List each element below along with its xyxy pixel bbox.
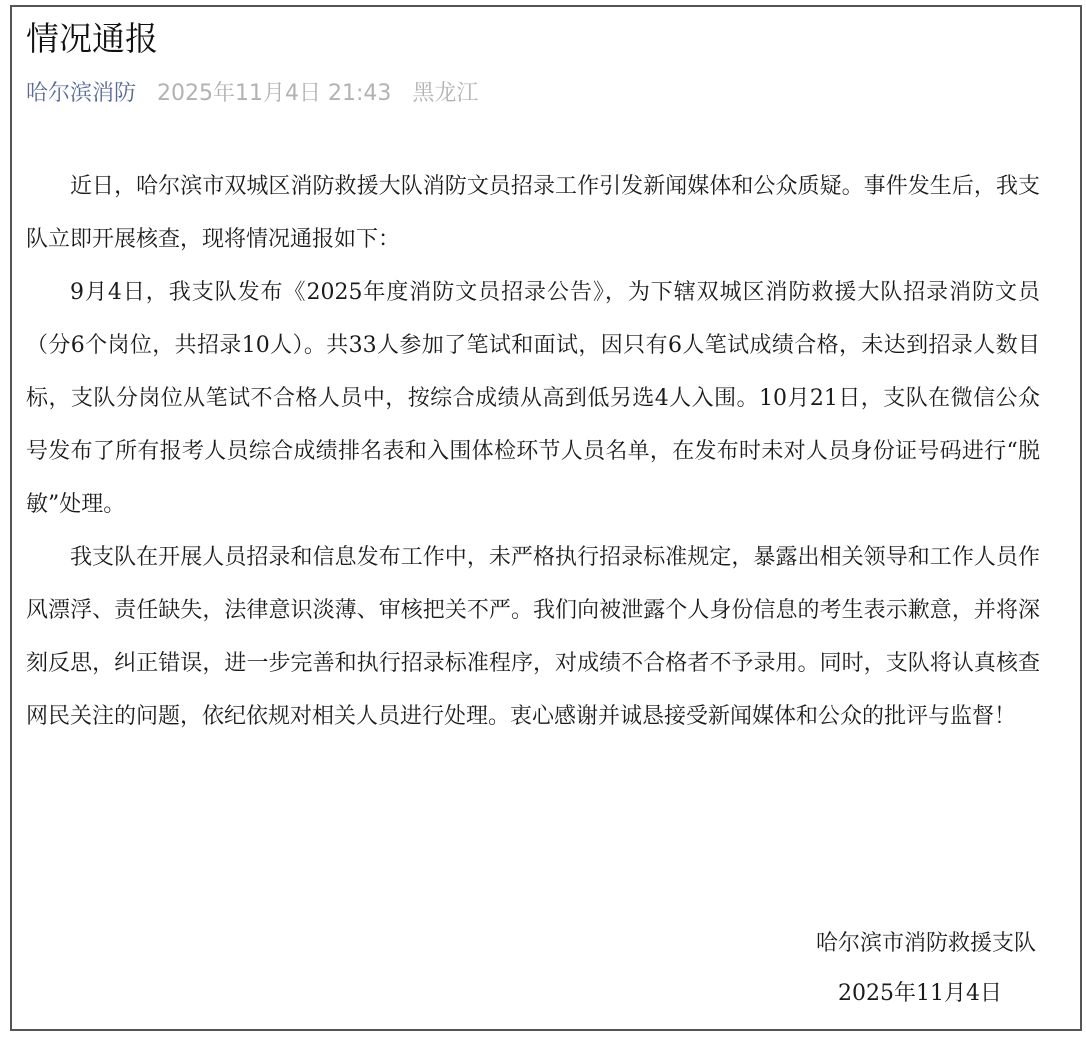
page-title: 情况通报 <box>26 19 158 58</box>
signature-org: 哈尔滨市消防救援支队 <box>815 931 1036 956</box>
paragraph: 近日，哈尔滨市双城区消防救援大队消防文员招录工作引发新闻媒体和公众质疑。事件发生后，我支队立即开展核查，现将情况通报如下： <box>26 174 1040 252</box>
article-body <box>26 160 1040 743</box>
article-meta <box>26 77 478 111</box>
account-name-link[interactable]: 哈尔滨消防 <box>26 81 137 106</box>
signature-date: 2025年11月4日 <box>838 981 1002 1006</box>
article-frame <box>10 5 1082 1031</box>
signature-block <box>816 919 1036 1019</box>
publish-time: 2025年11月4日 21:43 <box>157 81 392 106</box>
publish-region: 黑龙江 <box>412 81 479 106</box>
paragraph: 我支队在开展人员招录和信息发布工作中，未严格执行招录标准规定，暴露出相关领导和工作人员作风漂浮、责任缺失，法律意识淡薄、审核把关不严。我们向被泄露个人身份信息的考生表示歉意，并将深刻反思，纠正错误，进一步完善和执行招录标准程序，对成绩不合格者不予录用。同时，支队将认真核查网民关注的问题，依纪依规对相关人员进行处理。衷心感谢并诚恳接受新闻媒体和公众的批评与监督！ <box>26 545 1040 729</box>
paragraph: 9月4日，我支队发布《2025年度消防文员招录公告》，为下辖双城区消防救援大队招录消防文员（分6个岗位，共招录10人）。共33人参加了笔试和面试，因只有6人笔试成绩合格，未达到招录人数目标，支队分岗位从笔试不合格人员中，按综合成绩从高到低另选4人入围。10月21日，支队在微信公众号发布了所有报考人员综合成绩排名表和入围体检环节人员名单，在发布时未对人员身份证号码进行“脱敏”处理。 <box>26 280 1040 517</box>
